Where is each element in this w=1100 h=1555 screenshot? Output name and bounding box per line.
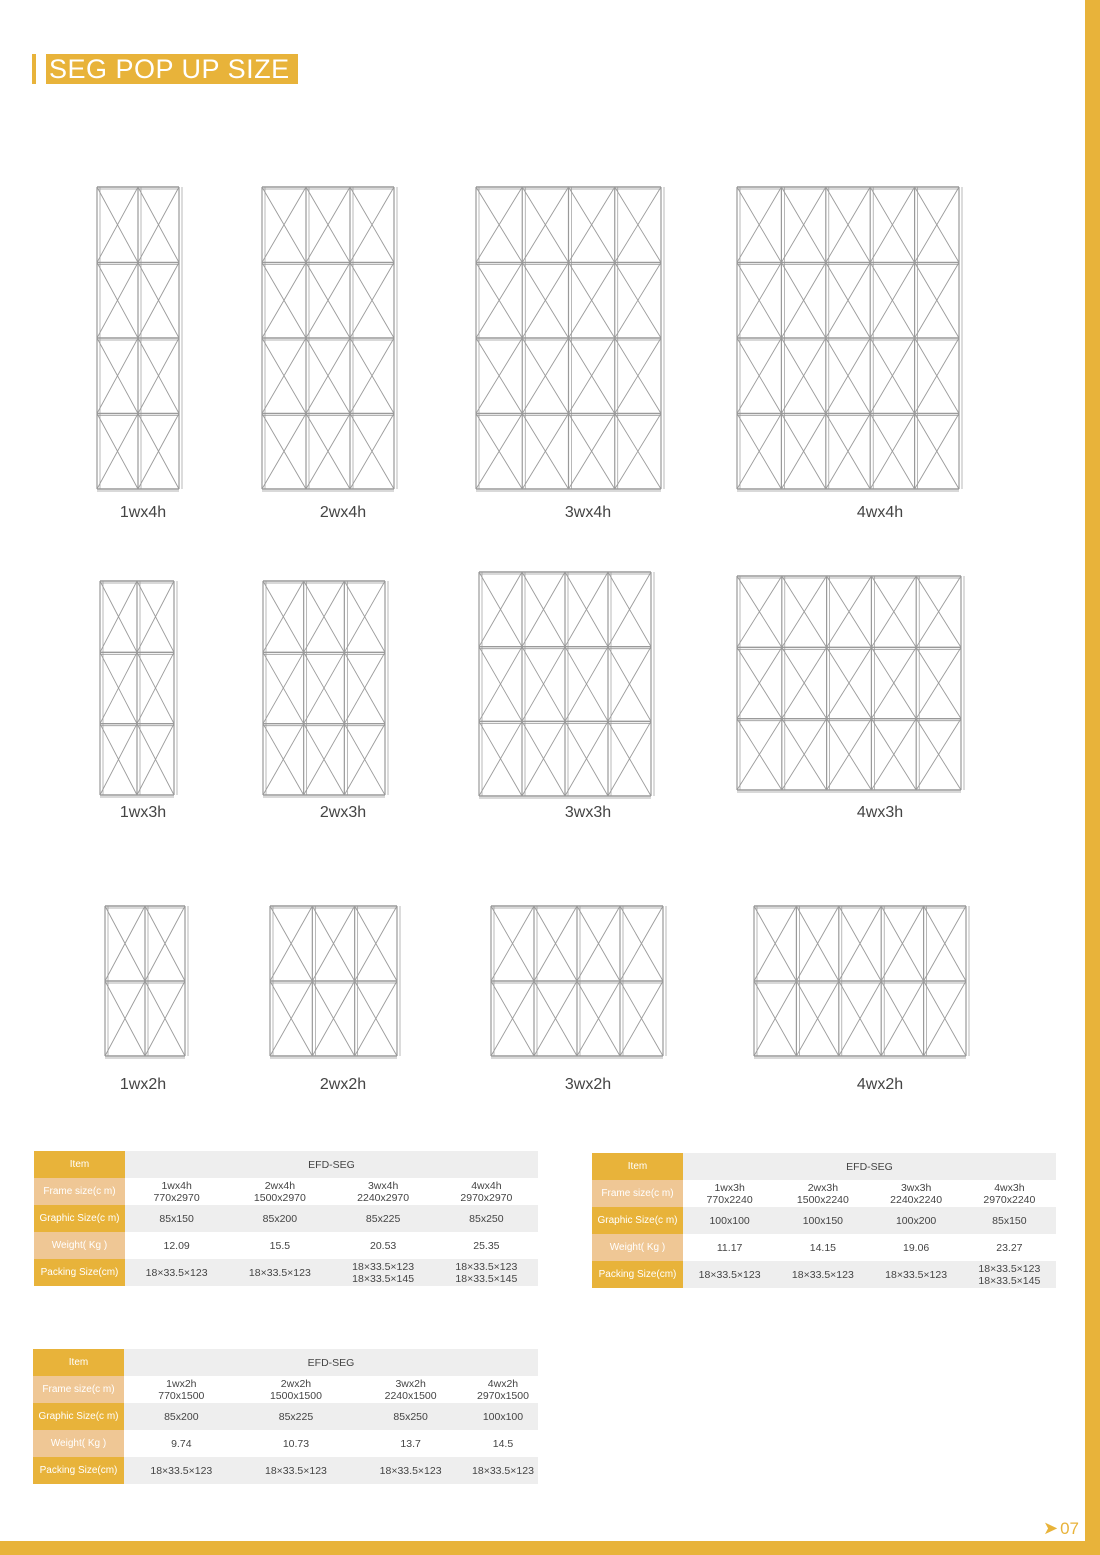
table-cell: 4wx4h 2970x2970 bbox=[435, 1178, 538, 1205]
table-cell: 18×33.5×123 bbox=[228, 1259, 331, 1286]
table-cell: 19.06 bbox=[870, 1234, 963, 1261]
frame-illustration bbox=[259, 577, 389, 799]
popup-frame-drawing bbox=[96, 577, 178, 799]
table-cell: 2wx3h 1500x2240 bbox=[776, 1180, 869, 1207]
frame-illustration bbox=[750, 902, 970, 1060]
frame-label: 1wx4h bbox=[119, 504, 167, 521]
table-cell: 18×33.5×123 bbox=[776, 1261, 869, 1288]
table-cell: 18×33.5×123 bbox=[870, 1261, 963, 1288]
bottom-accent-bar bbox=[0, 1541, 1100, 1555]
frame-label: 4wx3h bbox=[856, 804, 904, 821]
popup-frame-drawing bbox=[733, 572, 965, 794]
table-header-item: Item bbox=[33, 1349, 124, 1376]
page-title bbox=[32, 54, 298, 84]
row-label-graphic-size: Graphic Size(c m) bbox=[34, 1205, 125, 1232]
row-label-frame-size: Frame size(c m) bbox=[33, 1376, 124, 1403]
frame-illustration bbox=[475, 568, 655, 800]
table-cell: 14.15 bbox=[776, 1234, 869, 1261]
row-label-packing-size: Packing Size(cm) bbox=[33, 1457, 124, 1484]
table-cell: 100x100 bbox=[683, 1207, 776, 1234]
row-label-weight: Weight( Kg ) bbox=[34, 1232, 125, 1259]
table-cell: 100x200 bbox=[870, 1207, 963, 1234]
table-cell: 85x150 bbox=[963, 1207, 1056, 1234]
table-cell: 18×33.5×123 bbox=[353, 1457, 468, 1484]
table-cell: 15.5 bbox=[228, 1232, 331, 1259]
frame-label: 4wx4h bbox=[856, 504, 904, 521]
table-header-item: Item bbox=[34, 1151, 125, 1178]
table-cell: 20.53 bbox=[332, 1232, 435, 1259]
popup-frame-drawing bbox=[259, 577, 389, 799]
table-cell: 1wx3h 770x2240 bbox=[683, 1180, 776, 1207]
table-cell: 18×33.5×123 18×33.5×145 bbox=[963, 1261, 1056, 1288]
frame-label: 3wx3h bbox=[564, 804, 612, 821]
table-cell: 85x200 bbox=[124, 1403, 239, 1430]
row-label-packing-size: Packing Size(cm) bbox=[592, 1261, 683, 1288]
table-cell: 3wx3h 2240x2240 bbox=[870, 1180, 963, 1207]
table-cell: 25.35 bbox=[435, 1232, 538, 1259]
table-cell: 12.09 bbox=[125, 1232, 228, 1259]
row-label-frame-size: Frame size(c m) bbox=[592, 1180, 683, 1207]
table-cell: 18×33.5×123 bbox=[239, 1457, 354, 1484]
table-cell: 23.27 bbox=[963, 1234, 1056, 1261]
table-cell: 85x150 bbox=[125, 1205, 228, 1232]
table-header-model: EFD-SEG bbox=[124, 1349, 538, 1376]
table-cell: 9.74 bbox=[124, 1430, 239, 1457]
frame-label: 2wx2h bbox=[319, 1076, 367, 1093]
row-label-packing-size: Packing Size(cm) bbox=[34, 1259, 125, 1286]
table-header-model: EFD-SEG bbox=[683, 1153, 1056, 1180]
table-cell: 85x200 bbox=[228, 1205, 331, 1232]
table-cell: 1wx4h 770x2970 bbox=[125, 1178, 228, 1205]
popup-frame-drawing bbox=[101, 902, 189, 1060]
title-accent-tick bbox=[32, 54, 36, 84]
table-cell: 18×33.5×123 bbox=[124, 1457, 239, 1484]
table-cell: 85x250 bbox=[353, 1403, 468, 1430]
frame-label: 3wx2h bbox=[564, 1076, 612, 1093]
spec-table-2h bbox=[33, 1349, 538, 1484]
table-cell: 4wx3h 2970x2240 bbox=[963, 1180, 1056, 1207]
table-cell: 18×33.5×123 18×33.5×145 bbox=[435, 1259, 538, 1286]
popup-frame-drawing bbox=[733, 183, 963, 493]
table-cell: 100x100 bbox=[468, 1403, 538, 1430]
table-cell: 18×33.5×123 18×33.5×145 bbox=[332, 1259, 435, 1286]
frame-label: 4wx2h bbox=[856, 1076, 904, 1093]
page-number bbox=[1043, 1518, 1079, 1539]
table-cell: 10.73 bbox=[239, 1430, 354, 1457]
table-cell: 2wx2h 1500x1500 bbox=[239, 1376, 354, 1403]
frame-label: 1wx3h bbox=[119, 804, 167, 821]
table-cell: 100x150 bbox=[776, 1207, 869, 1234]
page-title-text: SEG POP UP SIZE bbox=[46, 54, 298, 84]
frame-label: 2wx4h bbox=[319, 504, 367, 521]
frame-illustration bbox=[101, 902, 189, 1060]
table-header-item: Item bbox=[592, 1153, 683, 1180]
frame-illustration bbox=[258, 183, 398, 493]
table-cell: 85x250 bbox=[435, 1205, 538, 1232]
row-label-weight: Weight( Kg ) bbox=[33, 1430, 124, 1457]
frame-label: 3wx4h bbox=[564, 504, 612, 521]
popup-frame-drawing bbox=[266, 902, 401, 1060]
table-header-model: EFD-SEG bbox=[125, 1151, 538, 1178]
frame-illustration bbox=[487, 902, 667, 1060]
table-cell: 11.17 bbox=[683, 1234, 776, 1261]
spec-table-3h bbox=[592, 1153, 1056, 1288]
frame-illustration bbox=[733, 572, 965, 794]
table-cell: 13.7 bbox=[353, 1430, 468, 1457]
popup-frame-drawing bbox=[750, 902, 970, 1060]
table-cell: 2wx4h 1500x2970 bbox=[228, 1178, 331, 1205]
popup-frame-drawing bbox=[475, 568, 655, 800]
popup-frame-drawing bbox=[93, 183, 183, 493]
frame-illustration bbox=[472, 183, 665, 493]
table-cell: 14.5 bbox=[468, 1430, 538, 1457]
chevron-right-icon: ➤ bbox=[1043, 1518, 1059, 1538]
table-cell: 18×33.5×123 bbox=[468, 1457, 538, 1484]
table-cell: 1wx2h 770x1500 bbox=[124, 1376, 239, 1403]
popup-frame-drawing bbox=[258, 183, 398, 493]
table-cell: 18×33.5×123 bbox=[683, 1261, 776, 1288]
frame-illustration bbox=[93, 183, 183, 493]
table-cell: 85x225 bbox=[239, 1403, 354, 1430]
frame-illustration bbox=[266, 902, 401, 1060]
row-label-weight: Weight( Kg ) bbox=[592, 1234, 683, 1261]
frame-illustration bbox=[733, 183, 963, 493]
row-label-graphic-size: Graphic Size(c m) bbox=[592, 1207, 683, 1234]
table-cell: 3wx2h 2240x1500 bbox=[353, 1376, 468, 1403]
popup-frame-drawing bbox=[472, 183, 665, 493]
table-cell: 85x225 bbox=[332, 1205, 435, 1232]
popup-frame-drawing bbox=[487, 902, 667, 1060]
spec-table-4h bbox=[34, 1151, 538, 1286]
row-label-graphic-size: Graphic Size(c m) bbox=[33, 1403, 124, 1430]
frame-label: 1wx2h bbox=[119, 1076, 167, 1093]
right-accent-bar bbox=[1085, 0, 1100, 1555]
frame-illustration bbox=[96, 577, 178, 799]
table-cell: 3wx4h 2240x2970 bbox=[332, 1178, 435, 1205]
page-number-text: 07 bbox=[1060, 1518, 1080, 1538]
table-cell: 18×33.5×123 bbox=[125, 1259, 228, 1286]
frame-label: 2wx3h bbox=[319, 804, 367, 821]
table-cell: 4wx2h 2970x1500 bbox=[468, 1376, 538, 1403]
row-label-frame-size: Frame size(c m) bbox=[34, 1178, 125, 1205]
